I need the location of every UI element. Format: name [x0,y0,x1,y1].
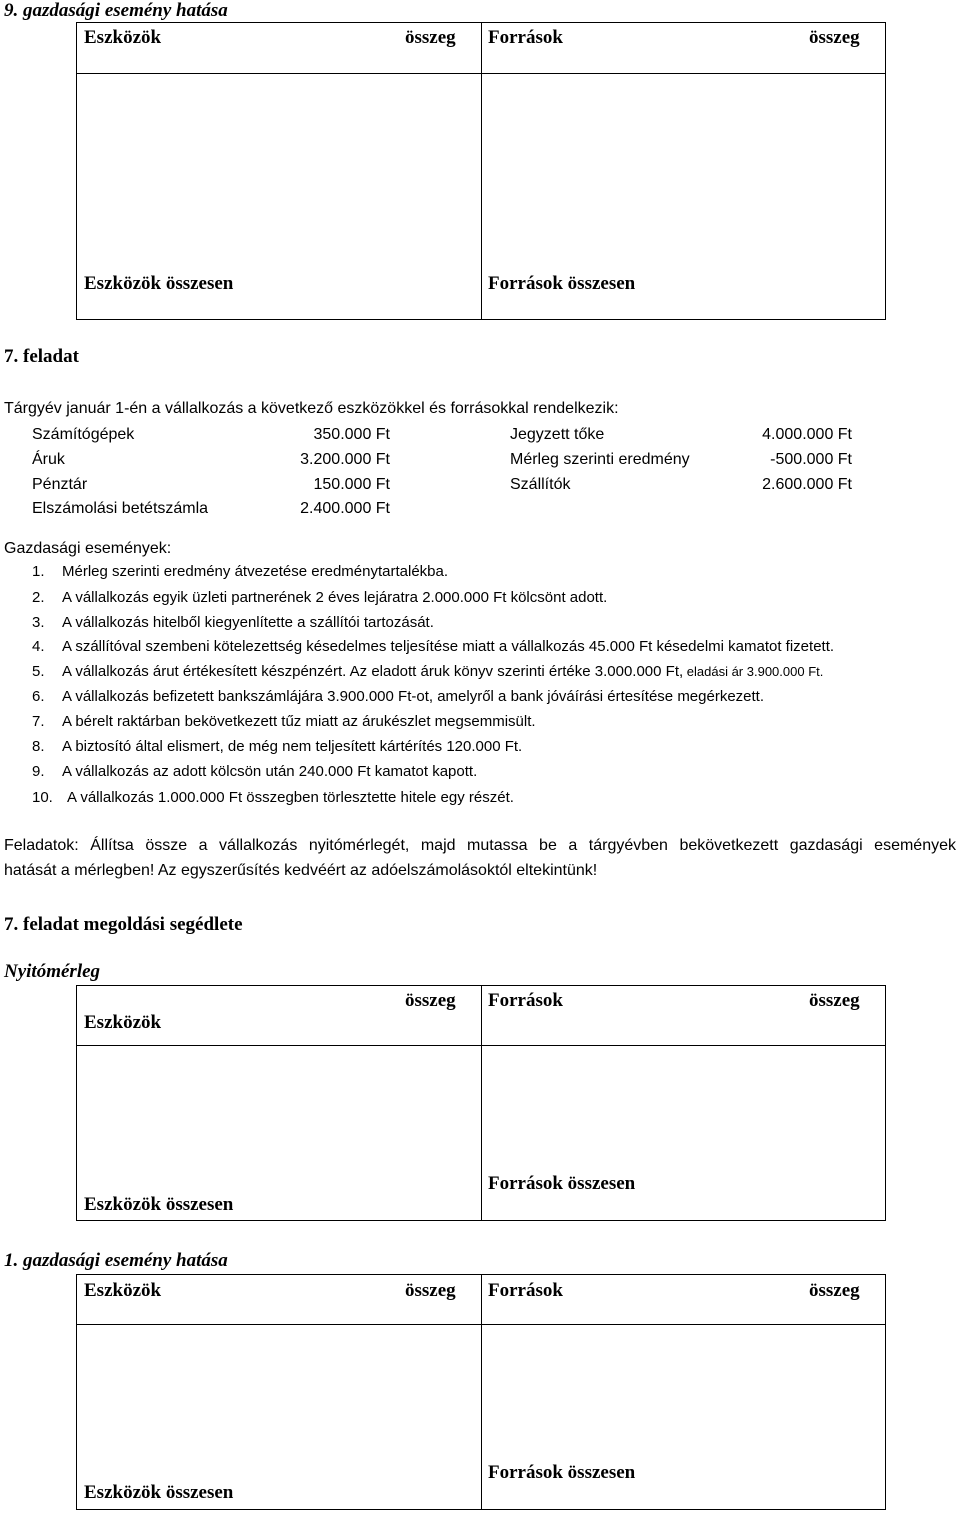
total-assets: Eszközök összesen [84,273,234,294]
event-num: 1. [32,563,45,580]
table-divider [481,1274,482,1510]
section9-title: 9. gazdasági esemény hatása [4,0,228,21]
events-title: Gazdasági események: [4,540,172,557]
event-text-price: eladási ár 3.900.000 Ft. [683,664,824,679]
asset-value: 350.000 Ft [313,426,390,443]
asset-name: Számítógépek [32,426,135,443]
event-num: 5. [32,663,45,680]
event-num: 3. [32,614,45,631]
tasks-line: hatását a mérlegben! Az egyszerűsítés kedvéért az adóelszámolásoktól eltekintünk! [4,862,598,879]
tasks-line: Feladatok: Állítsa össze a vállalkozás nyitómérlegét, majd mutassa be a tárgyévben bekövetkezett gazdasági események [4,837,956,854]
event-text: A vállalkozás 1.000.000 Ft összegben törlesztette hitele egy részét. [67,789,514,806]
event-text: A bérelt raktárban bekövetkezett tűz miatt az árukészlet megsemmisült. [62,713,536,730]
col-assets: Eszközök [84,27,162,48]
event-text: A vállalkozás hitelből kiegyenlítette a szállítói tartozását. [62,614,434,631]
col-amount: összeg [405,1280,456,1301]
task7-intro: Tárgyév január 1-én a vállalkozás a következő eszközökkel és forrásokkal rendelkezik: [4,400,619,417]
event-text: A szállítóval szembeni kötelezettség késedelmes teljesítése miatt a vállalkozás 45.000 Ft késedelmi kamatot fizetett. [62,638,835,655]
event-text: A vállalkozás befizetett bankszámlájára 3.900.000 Ft-ot, amelyről a bank jóváírási értesítése megérkezett. [62,688,765,705]
asset-value: 150.000 Ft [313,476,390,493]
col-amount: összeg [809,990,860,1011]
event-text-main: A vállalkozás árut értékesített készpénzért. Az eladott áruk könyv szerinti értéke 3.000.000 Ft, [62,663,684,680]
asset-name: Elszámolási betétszámla [32,500,209,517]
event-text: A vállalkozás egyik üzleti partnerének 2 éves lejáratra 2.000.000 Ft kölcsönt adott. [62,589,608,606]
event-text: Mérleg szerinti eredmény átvezetése eredménytartalékba. [62,563,449,580]
event-num: 10. [32,789,53,806]
event-text: A biztosító által elismert, de még nem teljesített kártérítés 120.000 Ft. [62,738,523,755]
col-amount: összeg [809,1280,860,1301]
source-value: 4.000.000 Ft [762,426,852,443]
col-amount: összeg [405,990,456,1011]
source-name: Szállítók [510,476,571,493]
event-num: 2. [32,589,45,606]
col-sources: Források [488,27,563,48]
source-value: -500.000 Ft [770,451,852,468]
col-amount: összeg [809,27,860,48]
event-text [62,663,823,680]
event-num: 8. [32,738,45,755]
col-sources: Források [488,990,563,1011]
asset-value: 3.200.000 Ft [300,451,390,468]
solution-title: 7. feladat megoldási segédlete [4,914,243,935]
col-assets: Eszközök [84,1012,162,1033]
event-num: 9. [32,763,45,780]
col-sources: Források [488,1280,563,1301]
event-text: A vállalkozás az adott kölcsön után 240.000 Ft kamatot kapott. [62,763,478,780]
event-num: 6. [32,688,45,705]
source-value: 2.600.000 Ft [762,476,852,493]
asset-value: 2.400.000 Ft [300,500,390,517]
asset-name: Pénztár [32,476,88,493]
opening-balance-title: Nyitómérleg [4,961,101,982]
table-divider [481,22,482,320]
task7-title: 7. feladat [4,346,79,367]
total-sources: Források összesen [488,1462,636,1483]
total-sources: Források összesen [488,273,636,294]
event-num: 4. [32,638,45,655]
asset-name: Áruk [32,451,65,468]
total-assets: Eszközök összesen [84,1482,234,1503]
total-sources: Források összesen [488,1173,636,1194]
total-assets: Eszközök összesen [84,1194,234,1215]
col-amount: összeg [405,27,456,48]
event-num: 7. [32,713,45,730]
section1-title: 1. gazdasági esemény hatása [4,1250,228,1271]
source-name: Mérleg szerinti eredmény [510,451,690,468]
source-name: Jegyzett tőke [510,426,605,443]
col-assets: Eszközök [84,1280,162,1301]
table-divider [481,985,482,1221]
